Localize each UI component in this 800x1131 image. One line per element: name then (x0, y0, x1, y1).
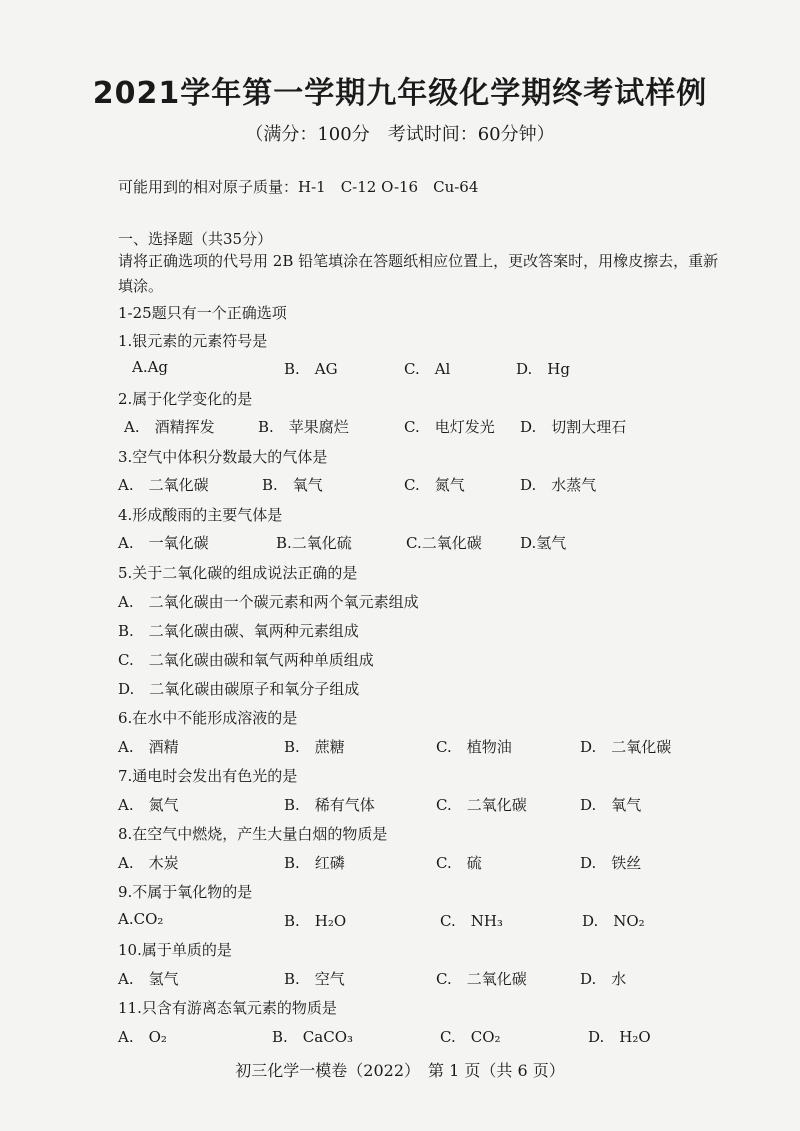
question-stem: 1.银元素的元素符号是 (118, 332, 268, 350)
question-stem: 11.只含有游离态氧元素的物质是 (118, 999, 337, 1017)
option-c: C.二氧化碳 (406, 534, 482, 552)
section-instruction: 请将正确选项的代号用 2B 铅笔填涂在答题纸相应位置上，更改答案时，用橡皮擦去，重新 (118, 252, 719, 270)
option-a: A. 酒精挥发 (124, 418, 215, 436)
option-b: B. 苹果腐烂 (258, 418, 349, 436)
option-a: A. 酒精 (118, 738, 179, 756)
question-stem: 2.属于化学变化的是 (118, 390, 253, 408)
option-b: B. H₂O (284, 912, 347, 930)
option-b: B. 空气 (284, 970, 345, 988)
question-stem: 6.在水中不能形成溶液的是 (118, 709, 298, 727)
option-d: D. NO₂ (582, 912, 645, 930)
exam-title: 2021学年第一学期九年级化学期终考试样例 (92, 76, 708, 111)
question-stem: 7.通电时会发出有色光的是 (118, 767, 298, 785)
option-b: B. AG (284, 360, 338, 378)
section-instruction-cont: 填涂。 (118, 277, 164, 295)
option-c: C. 硫 (436, 854, 482, 872)
question-stem: 8.在空气中燃烧，产生大量白烟的物质是 (118, 825, 388, 843)
option-b: B. CaCO₃ (272, 1028, 353, 1046)
option-a: A.CO₂ (118, 910, 164, 928)
option-b: B. 红磷 (284, 854, 345, 872)
atomic-masses: 可能用到的相对原子质量：H-1 C-12 O-16 Cu-64 (118, 178, 479, 196)
option-a: A. 一氧化碳 (118, 534, 209, 552)
option-d: D. H₂O (588, 1028, 651, 1046)
option-c: C. 二氧化碳 (436, 796, 527, 814)
option-c: C. CO₂ (440, 1028, 501, 1046)
section-subheading: 1-25题只有一个正确选项 (118, 304, 287, 322)
option-d: D. 切割大理石 (520, 418, 627, 436)
option-c: C. Al (404, 360, 451, 378)
question-stem: 5.关于二氧化碳的组成说法正确的是 (118, 564, 358, 582)
option-a: A. 氢气 (118, 970, 179, 988)
question-stem: 4.形成酸雨的主要气体是 (118, 506, 283, 524)
option-c: C. 植物油 (436, 738, 512, 756)
option-b: B.二氧化硫 (276, 534, 352, 552)
option-d: D. 二氧化碳 (580, 738, 672, 756)
option-d: D.氢气 (520, 534, 567, 552)
option-c: C. NH₃ (440, 912, 503, 930)
option-a: A. 二氧化碳 (118, 476, 209, 494)
question-stem: 9.不属于氧化物的是 (118, 883, 253, 901)
option-a: A. O₂ (118, 1028, 167, 1046)
option-b: B. 稀有气体 (284, 796, 375, 814)
option-a: A. 氮气 (118, 796, 179, 814)
question-stem: 10.属于单质的是 (118, 941, 232, 959)
option-d: D. Hg (516, 360, 570, 378)
section-heading: 一、选择题（共35分） (118, 230, 273, 248)
option-c: C. 二氧化碳 (436, 970, 527, 988)
option-d: D. 水 (580, 970, 627, 988)
option-c: C. 二氧化碳由碳和氧气两种单质组成 (118, 651, 374, 669)
option-d: D. 水蒸气 (520, 476, 597, 494)
option-d: D. 二氧化碳由碳原子和氧分子组成 (118, 680, 360, 698)
option-a: A.Ag (132, 358, 169, 376)
option-d: D. 氧气 (580, 796, 642, 814)
option-b: B. 二氧化碳由碳、氧两种元素组成 (118, 622, 359, 640)
page-footer: 初三化学一模卷（2022） 第 1 页（共 6 页） (235, 1061, 565, 1080)
option-c: C. 电灯发光 (404, 418, 495, 436)
exam-subtitle: （满分：100分 考试时间：60分钟） (245, 124, 555, 145)
question-stem: 3.空气中体积分数最大的气体是 (118, 448, 328, 466)
option-d: D. 铁丝 (580, 854, 642, 872)
option-a: A. 二氧化碳由一个碳元素和两个氧元素组成 (118, 593, 419, 611)
option-c: C. 氮气 (404, 476, 465, 494)
option-b: B. 氧气 (262, 476, 323, 494)
option-b: B. 蔗糖 (284, 738, 345, 756)
option-a: A. 木炭 (118, 854, 179, 872)
